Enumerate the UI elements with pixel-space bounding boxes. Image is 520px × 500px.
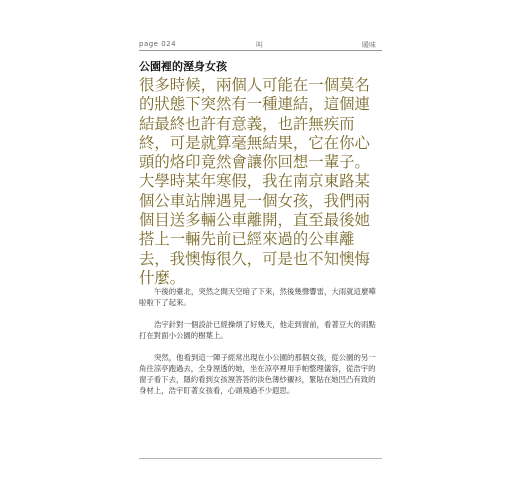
body-text xyxy=(139,286,382,407)
page-number: page 024 xyxy=(139,40,177,48)
header-center-mark: 叫 xyxy=(256,41,263,49)
body-paragraph: 突然，他看到這一陣子經常出現在小公園的那個女孩，從公園的另一角往涼亭跑過去，全身溼透的她，坐在涼亭裡用手帕整理儀容，從浩宇的窗子看下去，隱約看到女孩溼答答的淡色薄紗襯衫，緊貼在她凹凸有致的身材上，浩宇盯著女孩看，心頭飛過不少遐思。 xyxy=(139,353,376,395)
footer-divider xyxy=(139,458,382,459)
body-paragraph: 浩宇針對一個設計已經操煩了好幾天，他走到窗前，看著豆大的雨點打在對面小公園的樹葉上。 xyxy=(139,320,376,340)
body-paragraph: 午後的臺北，突然之間天空暗了下來，然後幾聲響雷，大雨就這麼嘩啦啦下了起來。 xyxy=(139,287,376,307)
section-title: 公園裡的溼身女孩 xyxy=(139,60,227,73)
header-right-mark: 暖味 xyxy=(362,41,376,49)
header-divider xyxy=(139,50,382,51)
lead-paragraph: 很多時候，兩個人可能在一個莫名的狀態下突然有一種連結，這個連結最終也許有意義，也許無疾而終，可是就算毫無結果，它在你心頭的烙印竟然會讓你回想一輩子。大學時某年寒假，我在南京東路某個公車站牌遇見一個女孩，我們兩個目送多輛公車離開，直至最後她搭上一輛先前已經來過的公車離去，我懊悔很久，可是也不知懊悔什麼。 xyxy=(139,76,370,287)
